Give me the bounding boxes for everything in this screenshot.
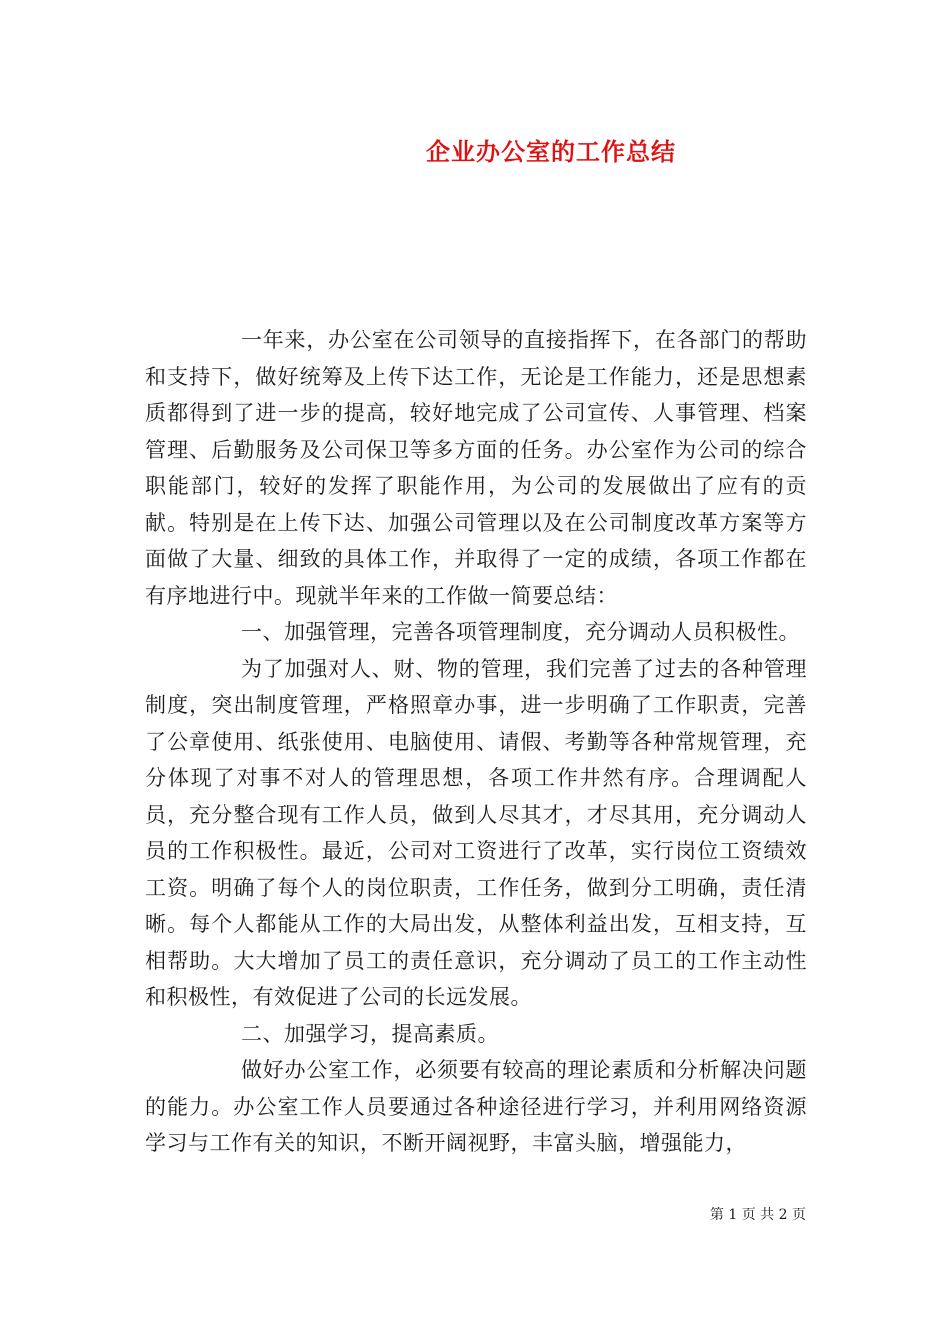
page-number-footer: 第 1 页 共 2 页 <box>709 1207 806 1223</box>
section-heading-2: 二、加强学习，提高素质。 <box>241 1021 499 1046</box>
intro-paragraph: 一年来，办公室在公司领导的直接指挥下，在各部门的帮助和支持下，做好统筹及上传下达工作，无论是工作能力，还是思想素质都得到了进一步的提高，较好地完成了公司宣传、人事管理、档案管理、后勤服务及公司保卫等多方面的任务。办公室作为公司的综合职能部门，较好的发挥了职能作用，为公司的发展做出了应有的贡献。特别是在上传下达、加强公司管理以及在公司制度改革方案等方面做了大量、细致的具体工作，并取得了一定的成绩，各项工作都在有序地进行中。现就半年来的工作做一简要总结： <box>145 328 807 608</box>
document-body <box>145 322 807 1162</box>
section-2-paragraph: 做好办公室工作，必须要有较高的理论素质和分析解决问题的能力。办公室工作人员要通过各种途径进行学习，并利用网络资源学习与工作有关的知识，不断开阔视野，丰富头脑，增强能力， <box>145 1058 807 1155</box>
section-1-paragraph: 为了加强对人、财、物的管理，我们完善了过去的各种管理制度，突出制度管理，严格照章办事，进一步明确了工作职责，完善了公章使用、纸张使用、电脑使用、请假、考勤等各种常规管理，充分体现了对事不对人的管理思想，各项工作井然有序。合理调配人员，充分整合现有工作人员，做到人尽其才，才尽其用，充分调动人员的工作积极性。最近，公司对工资进行了改革，实行岗位工资绩效工资。明确了每个人的岗位职责，工作任务，做到分工明确，责任清晰。每个人都能从工作的大局出发，从整体利益出发，互相支持，互相帮助。大大增加了员工的责任意识，充分调动了员工的工作主动性和积极性，有效促进了公司的长远发展。 <box>145 656 807 1009</box>
section-heading-1: 一、加强管理，完善各项管理制度，充分调动人员积极性。 <box>241 620 800 644</box>
page-title: 企业办公室的工作总结 <box>426 137 676 166</box>
